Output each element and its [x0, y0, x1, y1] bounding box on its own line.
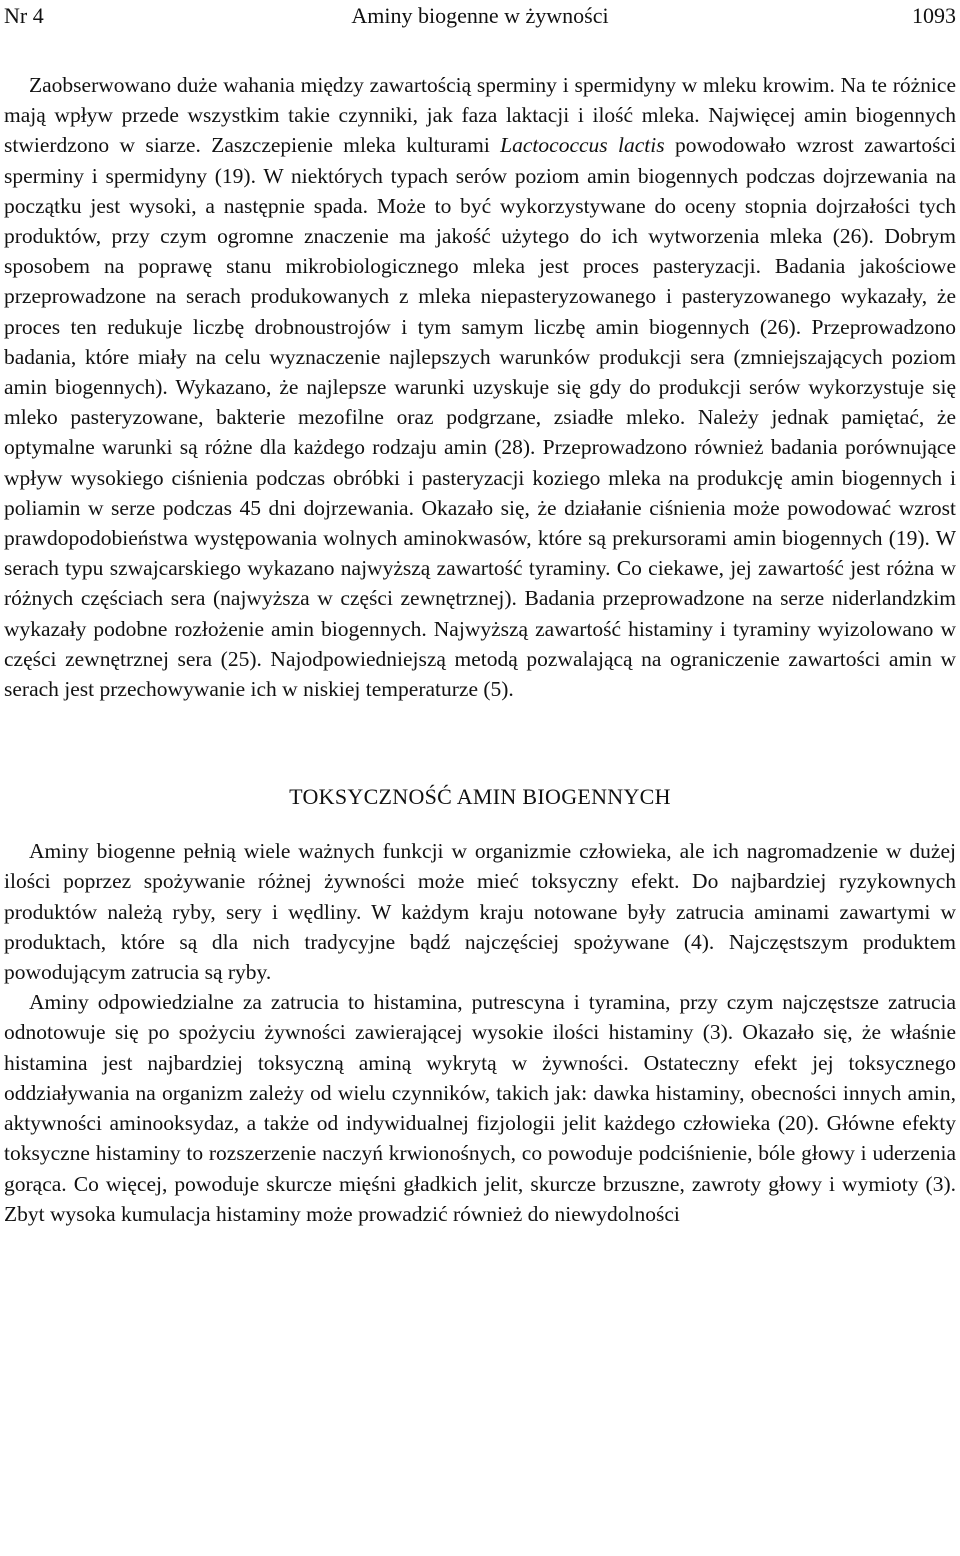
page-number: 1093	[912, 3, 956, 28]
section-heading: TOKSYCZNOŚĆ AMIN BIOGENNYCH	[289, 784, 671, 810]
paragraph-toxicity-intro: Aminy biogenne pełnią wiele ważnych funkcji w organizmie człowieka, ale ich nagromadzenie w dużej ilości poprzez spożywanie różnej żywności może mieć toksyczny efekt. Do najbardziej ryzykownych produktów należą ryby, sery i wędliny. W każdym kraju notowane były zatrucia aminami zawartymi w produktach, które są dla nich tradycyjne bądź najczęściej spożywane (4). Najczęstszym produktem powodującym zatrucia są ryby.	[4, 839, 956, 985]
document-page	[4, 0, 956, 1229]
body-text-section	[4, 836, 956, 1229]
paragraph-text-start: Zaobserwowano duże wahania między zawartością sperminy i spermidyny w mleku krowim. Na te różnice mają wpływ przede wszystkim takie czynniki, jak faza laktacji i ilość mleka. Najwięcej amin biogennych stwierdzono w siarze. Zaszczepienie mleka kulturami	[4, 73, 956, 158]
issue-number: Nr 4	[4, 3, 44, 28]
running-header	[4, 0, 956, 32]
paragraph-dairy-amines	[4, 70, 956, 704]
running-title: Aminy biogenne w żywności	[351, 3, 609, 28]
body-text-upper	[4, 70, 956, 704]
paragraph-toxicity-histamine: Aminy odpowiedzialne za zatrucia to histamina, putrescyna i tyramina, przy czym najczęstsze zatrucia odnotowuje się po spożyciu żywności zawierającej wysokie ilości histaminy (3). Okazało się, że właśnie histamina jest najbardziej toksyczną aminą wykrytą w żywności. Ostateczny efekt jej toksycznego oddziaływania na organizm zależy od wielu czynników, takich jak: dawka histaminy, obecności innych amin, aktywności aminooksydaz, a także od indywidualnej fizjologii jelit każdego człowieka (20). Główne efekty toksyczne histaminy to rozszerzenie naczyń krwionośnych, co powoduje podciśnienie, bóle głowy i uderzenia gorąca. Co więcej, powoduje skurcze mięśni gładkich jelit, skurcze brzuszne, zawroty głowy i wymioty (3). Zbyt wysoka kumulacja histaminy może prowadzić również do niewydolności	[4, 990, 956, 1226]
species-name-italic: Lactococcus lactis	[500, 133, 665, 158]
paragraph-text-end: powodowało wzrost zawartości sperminy i spermidyny (19). W niektórych typach serów poziom amin biogennych podczas dojrzewania na początku jest wysoki, a następnie spada. Może to być wykorzystywane do oceny stopnia dojrzałości tych produktów, przy czym ogromne znaczenie ma jakość użytego do ich wytworzenia mleka (26). Dobrym sposobem na poprawę stanu mikrobiologicznego mleka jest proces pasteryzacji. Badania jakościowe przeprowadzone na serach produkowanych z mleka niepasteryzowanego i pasteryzowanego wykazały, że proces ten redukuje liczbę drobnoustrojów i tym samym liczbę amin biogennych (26). Przeprowadzono badania, które miały na celu wyznaczenie najlepszych warunków produkcji sera (zmniejszających poziom amin biogennych). Wykazano, że najlepsze warunki uzyskuje się gdy do produkcji serów wykorzystuje się mleko pasteryzowane, bakterie mezofilne oraz podgrzane, zsiadłe mleko. Należy jednak pamiętać, że optymalne warunki są różne dla każdego rodzaju amin (28). Przeprowadzono również badania porównujące wpływ wysokiego ciśnienia podczas obróbki i pasteryzacji koziego mleka na produkcję amin biogennych i poliamin w serze podczas 45 dni dojrzewania. Okazało się, że działanie ciśnienia może powodować wzrost prawdopodobieństwa występowania wolnych aminokwasów, które są prekursorami amin biogennych (19). W serach typu szwajcarskiego wykazano najwyższą zawartość tyraminy. Co ciekawe, jej zawartość jest różna w różnych częściach sera (najwyższa w części zewnętrznej). Badania przeprowadzone na serze niderlandzkim wykazały podobne rozłożenie amin biogennych. Najwyższą zawartość histaminy i tyraminy wyizolowano w części zewnętrznej sera (25). Najodpowiedniejszą metodą pozwalającą na ograniczenie zawartości amin w serach jest przechowywanie ich w niskiej temperaturze (5).	[4, 133, 956, 702]
